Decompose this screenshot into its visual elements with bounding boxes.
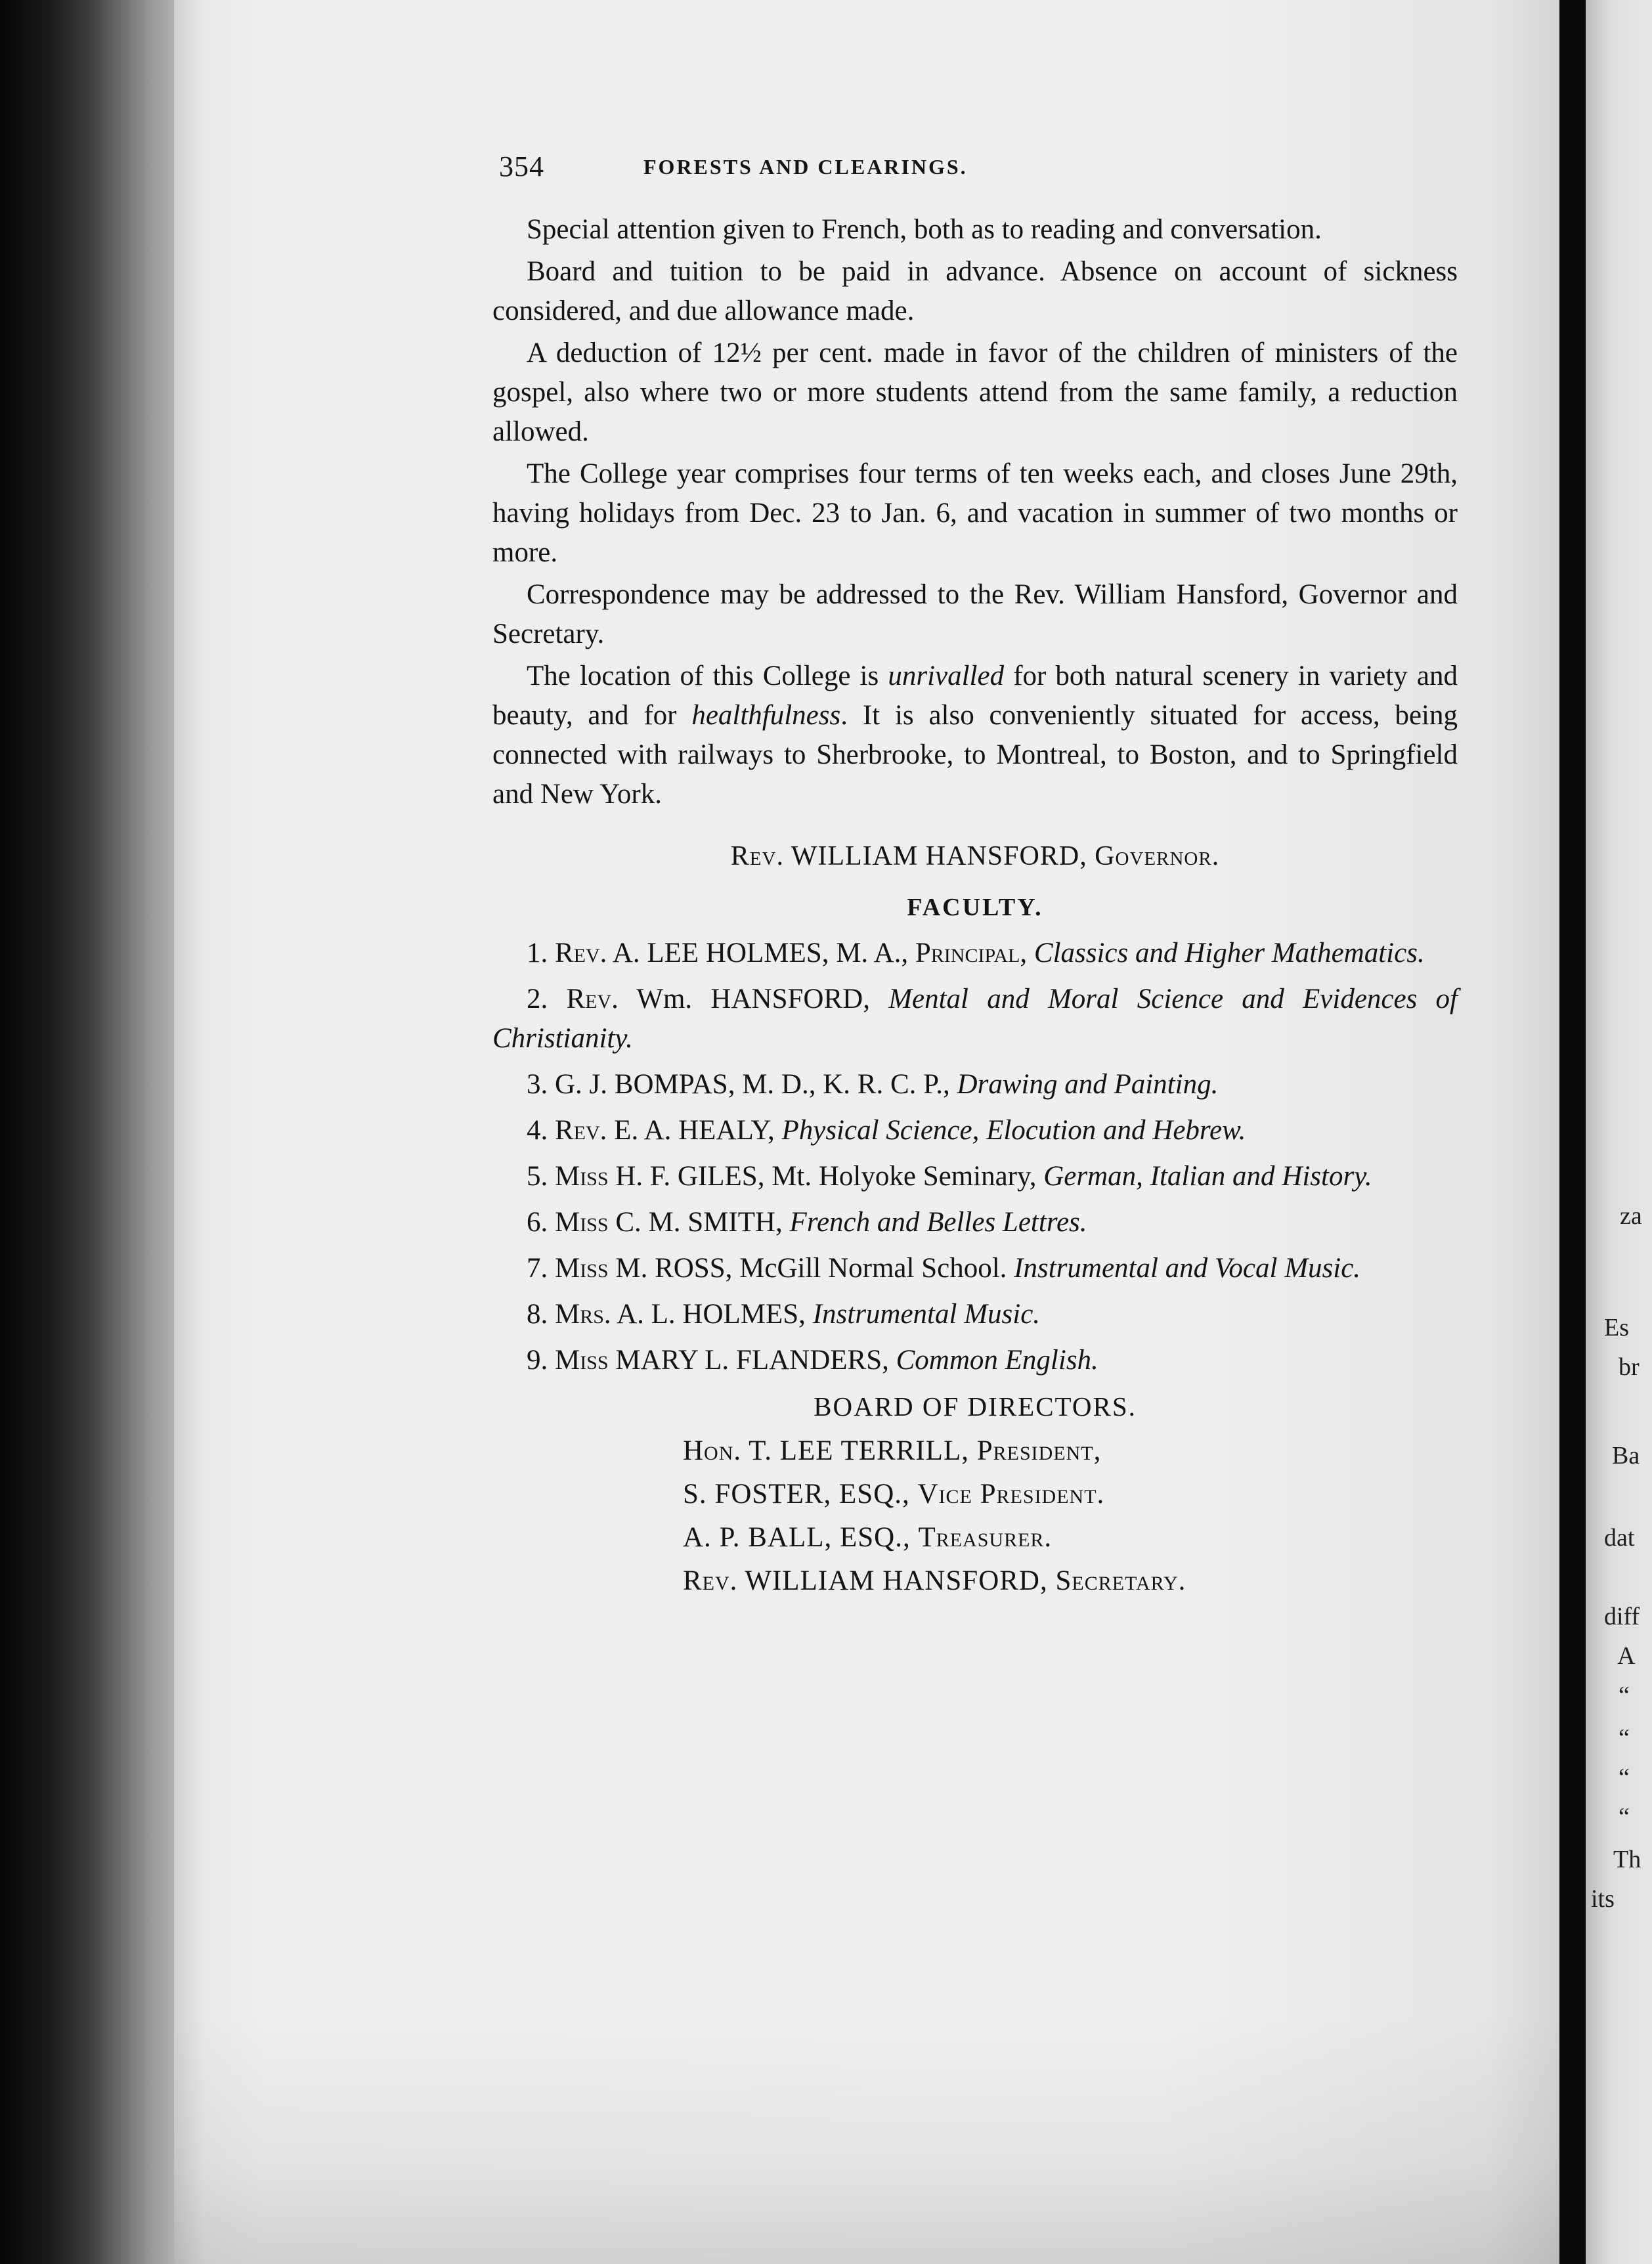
member-name: Wm. HANSFORD, — [636, 984, 870, 1014]
member-subjects: Common English. — [896, 1345, 1098, 1376]
paragraph: The College year comprises four terms of ten weeks each, and closes June 29th, having holidays from Dec. 23 to Jan. 6, and vacation in summer of two months or more. — [492, 458, 1458, 568]
page-number: 354 — [499, 150, 544, 183]
book-spine — [0, 0, 197, 2264]
item-number: 1. — [527, 938, 548, 969]
item-number: 9. — [527, 1345, 548, 1376]
paragraph: Special attention given to French, both as to reading and conversation. — [527, 214, 1322, 245]
item-number: 7. — [527, 1253, 548, 1284]
member-subjects: Mental and Moral Science and Evidences of Christianity. — [492, 984, 1458, 1054]
page-body — [492, 210, 1458, 1605]
board-member — [492, 1518, 1458, 1557]
member-subjects: Drawing and Painting. — [957, 1069, 1219, 1100]
faculty-member — [492, 1157, 1458, 1196]
member-role: Treasurer. — [918, 1522, 1053, 1553]
governor-line — [492, 837, 1458, 876]
right-page-fragment: “ — [1619, 1764, 1630, 1791]
text-run: for both natural scenery in variety and beauty, and for — [492, 661, 1458, 731]
item-number: 2. — [527, 984, 548, 1014]
member-name: S. FOSTER, ESQ., — [683, 1479, 910, 1510]
faculty-member — [492, 980, 1458, 1058]
paragraph: Board and tuition to be paid in advance. Absence on account of sickness considered, and due allowance made. — [492, 256, 1458, 326]
text-run: . It is also conveniently situated for access, being connected with railways to Sherbrooke, to Montreal, to Boston, and to Springfield and New York. — [492, 700, 1458, 810]
page-shadow — [174, 2014, 1559, 2264]
right-page-fragment: its — [1591, 1885, 1615, 1913]
right-page-fragment: Th — [1613, 1846, 1641, 1873]
member-name: T. LEE TERRILL, — [749, 1435, 969, 1466]
faculty-member — [492, 1065, 1458, 1104]
member-name: E. A. HEALY, — [614, 1115, 775, 1146]
title-prefix: Miss — [555, 1207, 609, 1238]
running-head: FORESTS AND CLEARINGS. — [643, 155, 968, 179]
emphasis: healthfulness — [691, 700, 841, 731]
board-member — [492, 1561, 1458, 1601]
member-subjects: Classics and Higher Mathematics. — [1033, 938, 1425, 969]
governor-name: WILLIAM HANSFORD, — [791, 841, 1087, 871]
faculty-member — [492, 1111, 1458, 1150]
board-member — [492, 1475, 1458, 1514]
title-prefix: Miss — [555, 1253, 609, 1284]
title-prefix: Rev. — [555, 1115, 607, 1146]
item-number: 4. — [527, 1115, 548, 1146]
member-role: Secretary. — [1055, 1565, 1186, 1596]
governor-role: Governor. — [1095, 841, 1220, 871]
title-prefix: Hon. — [683, 1435, 742, 1466]
member-name: A. L. HOLMES, — [617, 1299, 806, 1330]
member-name: A. P. BALL, ESQ., — [683, 1522, 911, 1553]
member-subjects: German, Italian and History. — [1043, 1161, 1372, 1192]
member-role: Vice President. — [917, 1479, 1105, 1510]
title-prefix: Mrs. — [555, 1299, 611, 1330]
member-subjects: Instrumental Music. — [812, 1299, 1041, 1330]
member-note: Mt. Holyoke Seminary, — [772, 1161, 1037, 1192]
title-prefix: Miss — [555, 1345, 609, 1376]
member-position: Principal, — [915, 938, 1028, 969]
member-name: C. M. SMITH, — [615, 1207, 783, 1238]
paragraph: A deduction of 12½ per cent. made in favor of the children of ministers of the gospel, also where two or more students attend from the same family, a reduction allowed. — [492, 337, 1458, 447]
title-prefix: Miss — [555, 1161, 609, 1192]
faculty-member — [492, 1341, 1458, 1380]
right-page-fragment: br — [1619, 1353, 1640, 1381]
text-run: The location of this College is — [527, 661, 888, 691]
page-gutter — [1559, 0, 1586, 2264]
member-name: A. LEE HOLMES, M. A., — [612, 938, 909, 969]
item-number: 8. — [527, 1299, 548, 1330]
right-page-fragment: “ — [1619, 1682, 1630, 1709]
right-page-fragment: Ba — [1612, 1442, 1640, 1469]
board-member — [492, 1431, 1458, 1471]
member-subjects: Physical Science, Elocution and Hebrew. — [781, 1115, 1246, 1146]
faculty-member — [492, 1249, 1458, 1288]
item-number: 5. — [527, 1161, 548, 1192]
emphasis: unrivalled — [888, 661, 1005, 691]
title-prefix: Rev. — [555, 938, 607, 969]
title-prefix: Rev. — [566, 984, 619, 1014]
paragraph: Correspondence may be addressed to the Rev. William Hansford, Governor and Secretary. — [492, 579, 1458, 649]
item-number: 6. — [527, 1207, 548, 1238]
right-page-fragment: “ — [1619, 1803, 1630, 1831]
right-page-edge — [1586, 0, 1652, 2264]
member-name: M. ROSS, — [615, 1253, 733, 1284]
member-subjects: French and Belles Lettres. — [789, 1207, 1087, 1238]
right-page-fragment: A — [1617, 1642, 1636, 1670]
right-page-fragment: diff — [1604, 1603, 1640, 1630]
right-page-fragment: “ — [1619, 1724, 1630, 1752]
member-name: H. F. GILES, — [615, 1161, 765, 1192]
right-page-fragment: Es — [1604, 1314, 1629, 1341]
member-name: WILLIAM HANSFORD, — [745, 1565, 1048, 1596]
location-paragraph — [492, 657, 1458, 814]
member-note: McGill Normal School. — [739, 1253, 1007, 1284]
right-page-fragment: dat — [1604, 1524, 1635, 1552]
faculty-member — [492, 1203, 1458, 1242]
member-role: President, — [976, 1435, 1102, 1466]
faculty-member — [492, 1295, 1458, 1334]
faculty-member — [492, 934, 1458, 973]
title-prefix: Rev. — [683, 1565, 738, 1596]
title-prefix: Rev. — [730, 841, 784, 871]
right-page-fragment: za — [1620, 1202, 1642, 1230]
page-header — [499, 150, 1458, 189]
member-name: G. J. BOMPAS, M. D., K. R. C. P., — [555, 1069, 950, 1100]
faculty-heading: FACULTY. — [907, 894, 1043, 921]
board-heading: BOARD OF DIRECTORS. — [814, 1391, 1137, 1422]
member-subjects: Instrumental and Vocal Music. — [1014, 1253, 1361, 1284]
member-name: MARY L. FLANDERS, — [615, 1345, 889, 1376]
item-number: 3. — [527, 1069, 548, 1100]
